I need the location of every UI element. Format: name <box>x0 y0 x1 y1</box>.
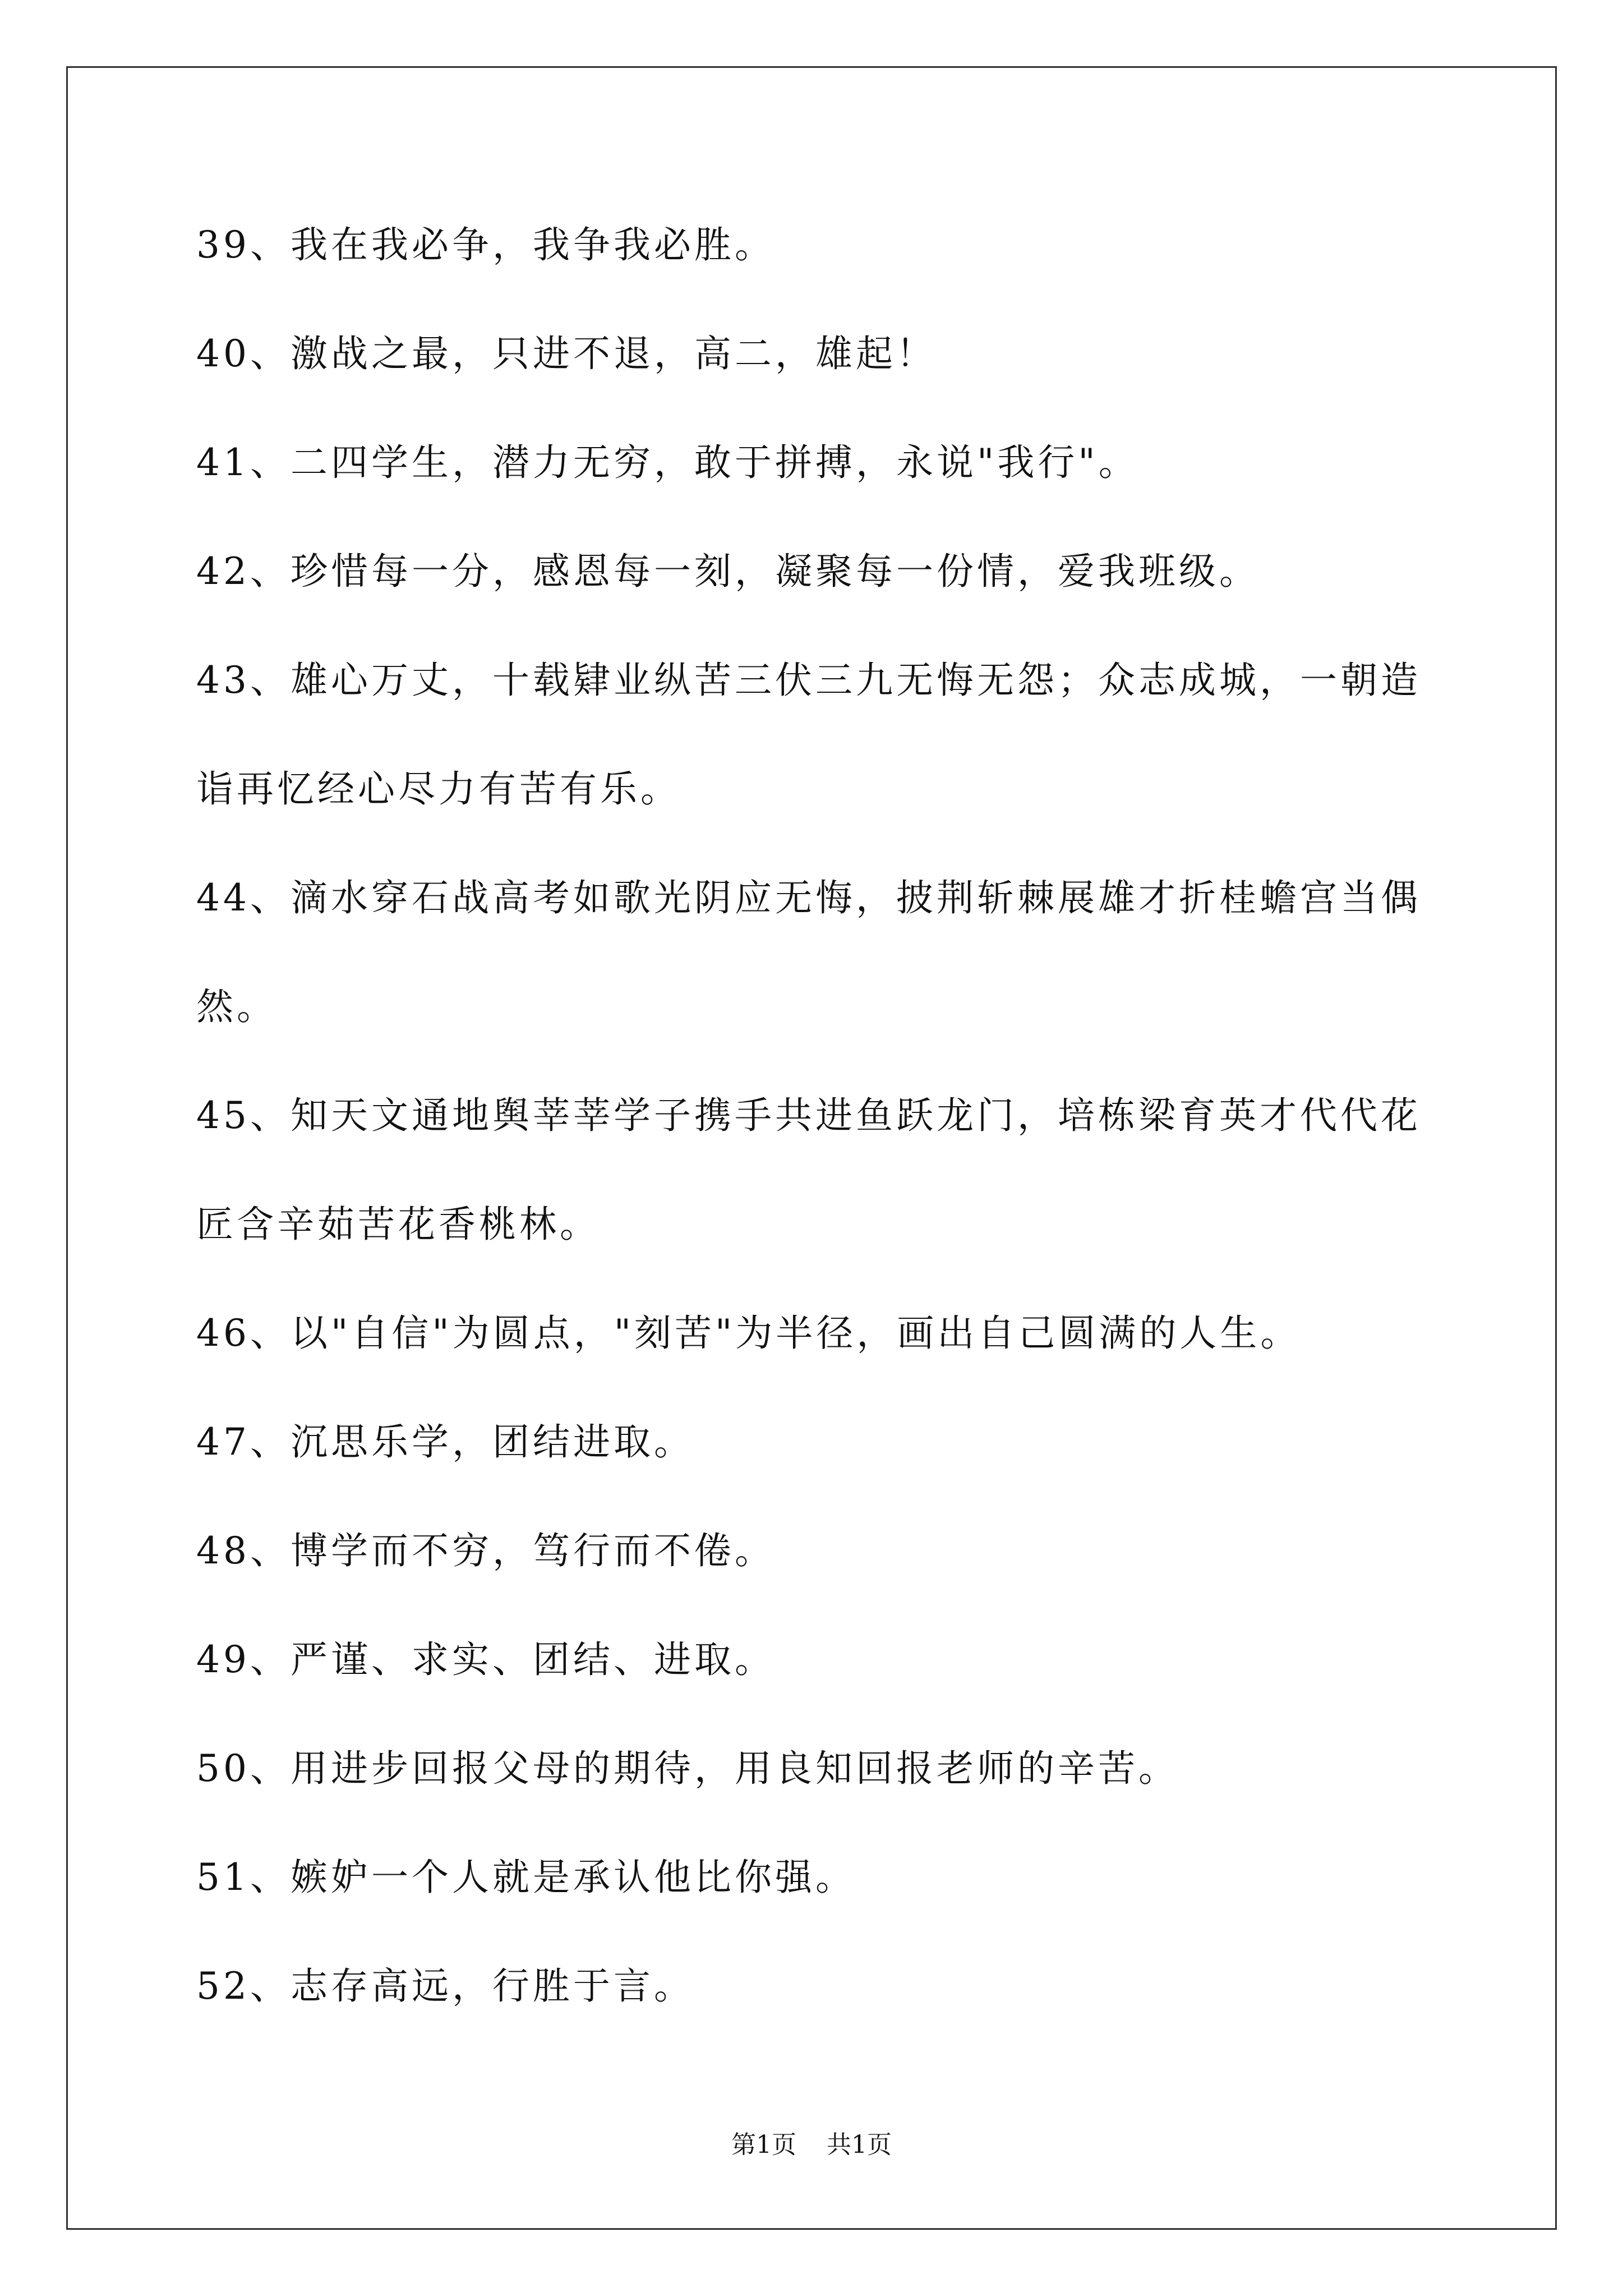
list-item <box>196 1856 1447 1899</box>
page-footer <box>0 2133 1623 2157</box>
item-text: 39、我在我必争，我争我必胜。 <box>196 223 775 266</box>
list-item <box>196 1638 1447 1681</box>
list-item <box>196 1094 1447 1246</box>
item-text: 43、雄心万丈，十载肄业纵苦三伏三九无悔无怨；众志成城，一朝造 <box>196 659 1421 702</box>
list-item <box>196 659 1447 811</box>
list-item <box>196 1964 1447 2008</box>
item-text: 42、珍惜每一分，感恩每一刻，凝聚每一份情，爱我班级。 <box>196 550 1260 593</box>
item-text: 45、知天文通地舆莘莘学子携手共进鱼跃龙门，培栋梁育英才代代花 <box>196 1094 1421 1137</box>
item-text-continued: 匠含辛茹苦花香桃林。 <box>196 1203 600 1246</box>
item-text: 48、博学而不穷，笃行而不倦。 <box>196 1529 775 1572</box>
list-item <box>196 1747 1447 1790</box>
list-item <box>196 1312 1447 1355</box>
item-text: 49、严谨、求实、团结、进取。 <box>196 1638 775 1681</box>
item-text: 51、嫉妒一个人就是承认他比你强。 <box>196 1856 856 1899</box>
list-item <box>196 1420 1447 1464</box>
list-item <box>196 1529 1447 1572</box>
item-text: 40、激战之最，只进不退，高二，雄起！ <box>196 332 937 375</box>
item-text: 52、志存高远，行胜于言。 <box>196 1964 694 2008</box>
item-text: 44、滴水穿石战高考如歌光阴应无悔，披荆斩棘展雄才折桂蟾宫当偶 <box>196 876 1421 919</box>
item-text-continued: 诣再忆经心尽力有苦有乐。 <box>196 767 681 811</box>
list-item <box>196 550 1447 593</box>
item-text: 41、二四学生，潜力无穷，敢于拼搏，永说"我行"。 <box>196 441 1139 484</box>
list-item <box>196 332 1447 375</box>
list-item <box>196 223 1447 266</box>
list-item <box>196 441 1447 484</box>
item-text: 47、沉思乐学，团结进取。 <box>196 1420 694 1464</box>
item-text: 50、用进步回报父母的期待，用良知回报老师的辛苦。 <box>196 1747 1179 1790</box>
page-total: 共1页 <box>827 2131 892 2159</box>
list-item <box>196 876 1447 1028</box>
item-text-continued: 然。 <box>196 985 277 1028</box>
item-text: 46、以"自信"为圆点，"刻苦"为半径，画出自己圆满的人生。 <box>196 1312 1301 1355</box>
page-number: 第1页 <box>731 2131 796 2159</box>
